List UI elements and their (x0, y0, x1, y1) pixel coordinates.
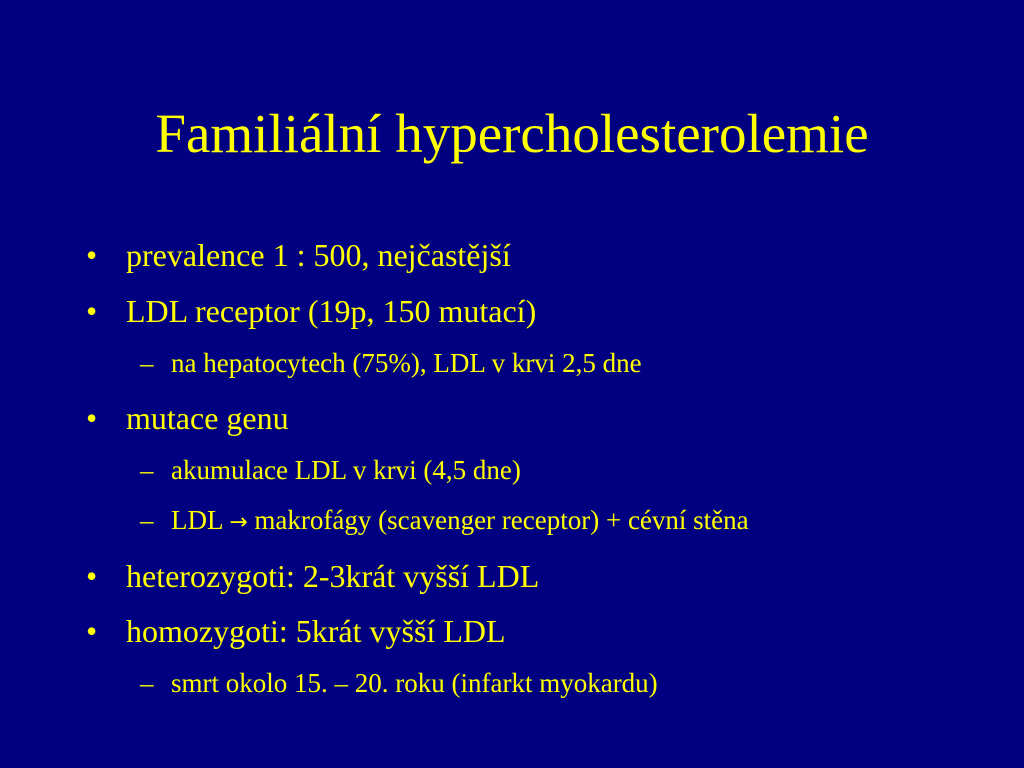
sub-item-hepatocytes (140, 346, 642, 380)
bullet-marker: • (86, 558, 98, 594)
bullet-marker: • (86, 237, 98, 273)
macrophages-text: makrofágy (scavenger receptor) + cévní stěna (254, 505, 749, 535)
sub-bullet-marker: – (140, 668, 154, 698)
sub-bullet-text: akumulace LDL v krvi (4,5 dne) (171, 455, 521, 485)
bullet-item-ldl-receptor (86, 291, 536, 331)
bullet-item-homozygotes (86, 611, 506, 651)
bullet-item-prevalence (86, 235, 511, 275)
sub-item-macrophages (140, 503, 749, 540)
bullet-text: LDL receptor (19p, 150 mutací) (126, 293, 537, 329)
sub-bullet-marker: – (140, 505, 154, 535)
sub-bullet-marker: – (140, 455, 154, 485)
bullet-marker: • (86, 400, 98, 436)
sub-item-death (140, 666, 658, 700)
slide-title: Familiální hypercholesterolemie (155, 103, 869, 164)
bullet-text: mutace genu (126, 400, 289, 436)
bullet-text: heterozygoti: 2-3krát vyšší LDL (126, 558, 540, 594)
bullet-text: prevalence 1 : 500, nejčastější (126, 237, 511, 273)
sub-bullet-text: na hepatocytech (75%), LDL v krvi 2,5 dne (171, 348, 642, 378)
bullet-marker: • (86, 293, 98, 329)
bullet-marker: • (86, 613, 98, 649)
bullet-item-heterozygotes (86, 556, 539, 596)
sub-bullet-marker: – (140, 348, 154, 378)
sub-bullet-text: smrt okolo 15. – 20. roku (infarkt myokardu) (171, 668, 658, 698)
arrow-right-icon: → (229, 510, 248, 535)
ldl-label: LDL (171, 505, 223, 535)
sub-bullet-text (171, 505, 749, 535)
bullet-text: homozygoti: 5krát vyšší LDL (126, 613, 506, 649)
bullet-item-mutation (86, 398, 289, 438)
sub-item-accumulation (140, 453, 521, 487)
